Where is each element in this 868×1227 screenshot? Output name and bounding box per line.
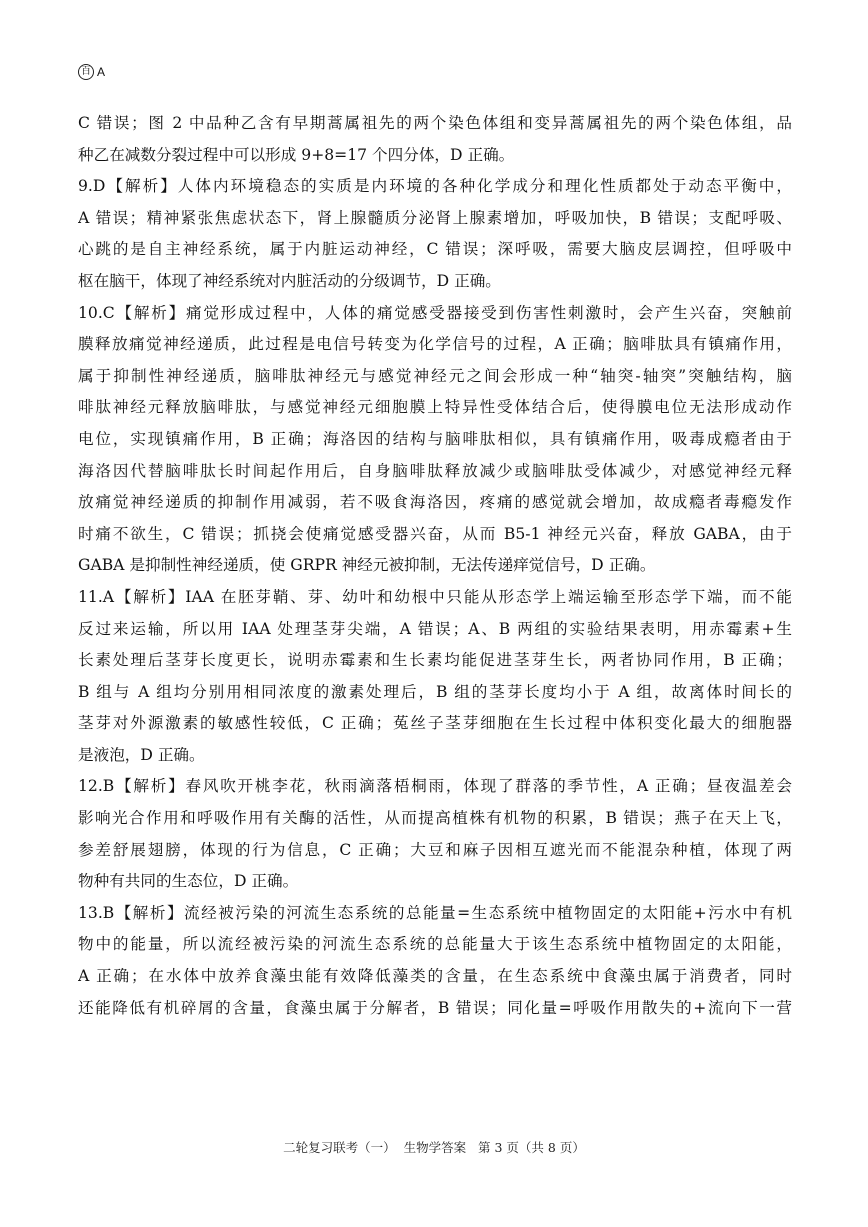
text-line: A 正确；在水体中放养食藻虫能有效降低藻类的含量，在生态系统中食藻虫属于消费者，同时: [78, 967, 792, 986]
text-line: 反过来运输，所以用 IAA 处理茎芽尖端，A 错误；A、B 两组的实验结果表明，用赤霉素+生: [78, 619, 792, 638]
text-line: B 组与 A 组均分别用相同浓度的激素处理后，B 组的茎芽长度均小于 A 组，故离体时间长的: [78, 682, 792, 701]
text-line: 是液泡，D 正确。: [78, 745, 205, 764]
text-line: 还能降低有机碎屑的含量，食藻虫属于分解者，B 错误；同化量=呼吸作用散失的+流向下一营: [78, 998, 792, 1017]
text-line: 啡肽神经元释放脑啡肽，与感觉神经元细胞膜上特异性受体结合后，使得膜电位无法形成动作: [78, 398, 792, 417]
text-line: 属于抑制性神经递质，脑啡肽神经元与感觉神经元之间会形成一种“轴突-轴突”突触结构，脑: [78, 366, 792, 385]
text-line: A 错误；精神紧张焦虑状态下，肾上腺髓质分泌肾上腺素增加，呼吸加快，B 错误；支配呼吸、: [78, 208, 792, 227]
text-line: 参差舒展翅膀，体现的行为信息，C 正确；大豆和麻子因相互遮光而不能混杂种植，体现了两: [78, 840, 792, 859]
logo-seal-icon: 百: [78, 64, 94, 80]
text-line: GABA 是抑制性神经递质，使 GRPR 神经元被抑制，无法传递痒觉信号，D 正确。: [78, 556, 656, 575]
text-line: 9.D【解析】人体内环境稳态的实质是内环境的各种化学成分和理化性质都处于动态平衡中，: [78, 177, 792, 196]
text-line: 海洛因代替脑啡肽长时间起作用后，自身脑啡肽释放减少或脑啡肽受体减少，对感觉神经元释: [78, 461, 792, 480]
paper-version-letter: A: [97, 65, 106, 79]
text-line: 12.B【解析】春风吹开桃李花，秋雨滴落梧桐雨，体现了群落的季节性，A 正确；昼夜温差会: [78, 777, 792, 796]
text-line: 长素处理后茎芽长度更长，说明赤霉素和生长素均能促进茎芽生长，两者协同作用，B 正确；: [78, 651, 792, 670]
text-line: 10.C【解析】痛觉形成过程中，人体的痛觉感受器接受到伤害性刺激时，会产生兴奋，突触前: [78, 303, 792, 322]
page-header: [78, 62, 105, 82]
text-line: 枢在脑干，体现了神经系统对内脏活动的分级调节，D 正确。: [78, 271, 501, 290]
text-line: C 错误；图 2 中品种乙含有早期蒿属祖先的两个染色体组和变异蒿属祖先的两个染色体组，品: [78, 114, 792, 132]
text-line: 11.A【解析】IAA 在胚芽鞘、芽、幼叶和幼根中只能从形态学上端运输至形态学下端，而不能: [78, 587, 792, 606]
text-line: 种乙在减数分裂过程中可以形成 9+8=17 个四分体，D 正确。: [78, 145, 515, 164]
page-footer: 二轮复习联考（一） 生物学答案 第 3 页（共 8 页）: [283, 1140, 585, 1155]
text-line: 物种有共同的生态位，D 正确。: [78, 872, 299, 891]
text-line: 影响光合作用和呼吸作用有关酶的活性，从而提高植株有机物的积累，B 错误；燕子在天上飞，: [78, 809, 792, 828]
text-line: 放痛觉神经递质的抑制作用减弱，若不吸食海洛因，疼痛的感觉就会增加，故成瘾者毒瘾发作: [78, 493, 792, 512]
text-line: 膜释放痛觉神经递质，此过程是电信号转变为化学信号的过程，A 正确；脑啡肽具有镇痛作用，: [78, 335, 792, 354]
text-line: 物中的能量，所以流经被污染的河流生态系统的总能量大于该生态系统中植物固定的太阳能，: [78, 935, 792, 954]
answer-text-body: [78, 108, 792, 1024]
text-line: 心跳的是自主神经系统，属于内脏运动神经，C 错误；深呼吸，需要大脑皮层调控，但呼吸中: [78, 240, 792, 259]
text-line: 时痛不欲生，C 错误；抓挠会使痛觉感受器兴奋，从而 B5-1 神经元兴奋，释放 GABA，由于: [78, 524, 792, 543]
text-line: 茎芽对外源激素的敏感性较低，C 正确；菟丝子茎芽细胞在生长过程中体积变化最大的细胞器: [78, 714, 792, 733]
text-line: 电位，实现镇痛作用，B 正确；海洛因的结构与脑啡肽相似，具有镇痛作用，吸毒成瘾者由于: [78, 429, 792, 448]
text-line: 13.B【解析】流经被污染的河流生态系统的总能量=生态系统中植物固定的太阳能+污水中有机: [78, 903, 792, 922]
